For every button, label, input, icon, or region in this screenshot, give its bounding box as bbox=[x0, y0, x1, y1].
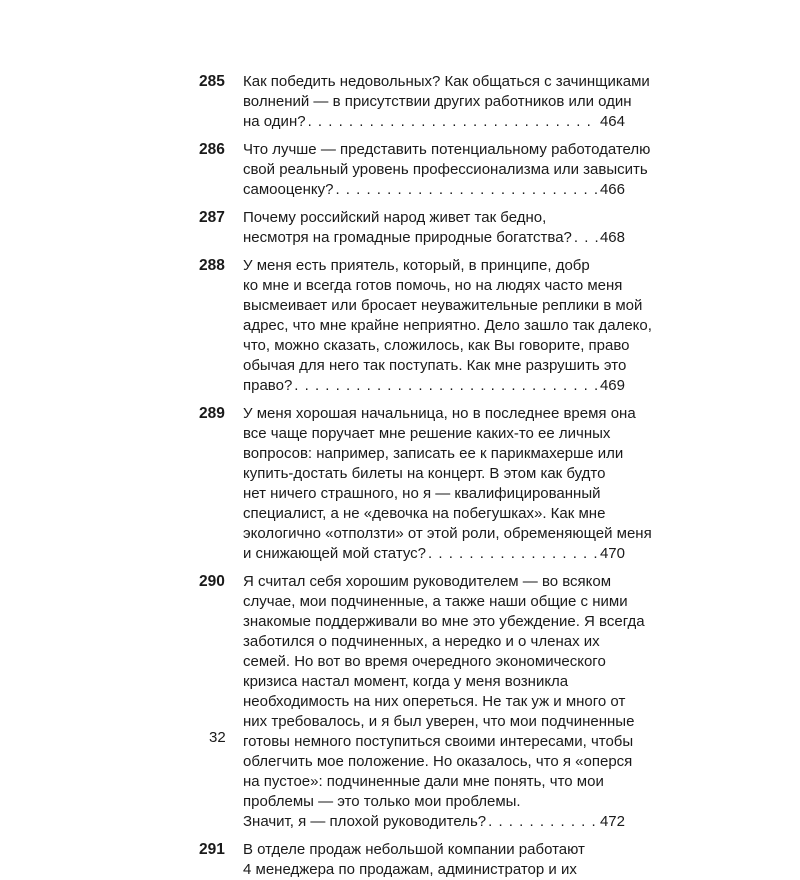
entry-text-line: Почему российский народ живет так бедно, bbox=[243, 209, 547, 226]
entry-last-line bbox=[243, 112, 625, 132]
entry-text-line: самооценку? bbox=[243, 181, 334, 198]
entry-text-line: кризиса настал момент, когда у меня возникла bbox=[243, 673, 569, 690]
entry-text-line: обычая для него так поступать. Как мне разрушить это bbox=[243, 357, 627, 374]
entry-number: 289 bbox=[199, 405, 225, 422]
entry-last-line bbox=[243, 812, 625, 832]
toc-entry-290 bbox=[199, 572, 645, 832]
entry-text-line: на пустое»: подчиненные дали мне понять, что мои bbox=[243, 773, 604, 790]
entry-text-line: и снижающей мой статус? bbox=[243, 545, 427, 562]
table-of-contents bbox=[199, 72, 652, 880]
entry-last-line bbox=[243, 180, 625, 200]
entry-text-line: Как победить недовольных? Как общаться с зачинщиками bbox=[243, 73, 650, 90]
entry-number: 287 bbox=[199, 209, 225, 226]
entry-text-line: В отделе продаж небольшой компании работают bbox=[243, 841, 585, 858]
entry-page-number: 472 bbox=[599, 813, 625, 830]
entry-number: 286 bbox=[199, 141, 225, 158]
entry-text-line: случае, мои подчиненные, а также наши общие с ними bbox=[243, 593, 628, 610]
entry-number: 291 bbox=[199, 841, 225, 858]
entry-text-line: У меня есть приятель, который, в принципе, добр bbox=[243, 257, 590, 274]
entry-last-line bbox=[243, 376, 625, 396]
entry-number: 290 bbox=[199, 573, 225, 590]
entry-text-line: вопросов: например, записать ее к парикмахерше или bbox=[243, 445, 624, 462]
entry-text-line: свой реальный уровень профессионализма или завысить bbox=[243, 161, 648, 178]
entry-last-line bbox=[243, 544, 625, 564]
entry-text-line: купить-достать билеты на концерт. В этом как будто bbox=[243, 465, 606, 482]
toc-entry-288 bbox=[199, 256, 652, 396]
entry-text-line: семей. Но вот во время очередного экономического bbox=[243, 653, 606, 670]
entry-text-line: проблемы — это только мои проблемы. bbox=[243, 793, 521, 810]
entry-page-number: 470 bbox=[599, 545, 625, 562]
dot-leader bbox=[574, 228, 598, 248]
entry-text-line: заботился о подчиненных, а нередко и о членах их bbox=[243, 633, 600, 650]
entry-text-line: адрес, что мне крайне неприятно. Дело зашло так далеко, bbox=[243, 317, 652, 334]
toc-entry-285 bbox=[199, 72, 650, 132]
entry-page-number: 466 bbox=[599, 181, 625, 198]
entry-text-line: облегчить мое положение. Но оказалось, что я «оперся bbox=[243, 753, 633, 770]
entry-text-line: необходимость на них опереться. Не так уж и много от bbox=[243, 693, 626, 710]
dot-leader bbox=[335, 180, 598, 200]
entry-page-number: 464 bbox=[599, 113, 625, 130]
entry-page-number: 469 bbox=[599, 377, 625, 394]
entry-text-line: специалист, а не «девочка на побегушках». Как мне bbox=[243, 505, 606, 522]
entry-number: 288 bbox=[199, 257, 225, 274]
toc-entry-291 bbox=[199, 840, 625, 880]
dot-leader bbox=[308, 112, 598, 132]
entry-text-line: Что лучше — представить потенциальному работодателю bbox=[243, 141, 651, 158]
entry-text-line: на один? bbox=[243, 113, 306, 130]
entry-text-line: несмотря на громадные природные богатства? bbox=[243, 229, 572, 246]
dot-leader bbox=[294, 376, 598, 396]
dot-leader bbox=[428, 544, 598, 564]
entry-text-line: ко мне и всегда готов помочь, но на людях часто меня bbox=[243, 277, 623, 294]
entry-text-line: нет ничего страшного, но я — квалифицированный bbox=[243, 485, 601, 502]
entry-text-line: право? bbox=[243, 377, 293, 394]
entry-text-line: знакомые поддерживали во мне это убеждение. Я всегда bbox=[243, 613, 645, 630]
entry-text-line: что, можно сказать, сложилось, как Вы говорите, право bbox=[243, 337, 630, 354]
entry-text-line: экологично «отползти» от этой роли, обременяющей меня bbox=[243, 525, 652, 542]
entry-text-line: все чаще поручает мне решение каких-то ее личных bbox=[243, 425, 611, 442]
entry-text-line: высмеивает или бросает неуважительные реплики в мой bbox=[243, 297, 643, 314]
entry-text-line: У меня хорошая начальница, но в последнее время она bbox=[243, 405, 636, 422]
entry-text-line: них требовалось, и я был уверен, что мои подчиненные bbox=[243, 713, 635, 730]
entry-text-line: волнений — в присутствии других работников или один bbox=[243, 93, 632, 110]
entry-text-line: Значит, я — плохой руководитель? bbox=[243, 813, 487, 830]
toc-entry-287 bbox=[199, 208, 625, 248]
page-number: 32 bbox=[209, 729, 226, 746]
toc-entry-289 bbox=[199, 404, 652, 564]
entry-last-line bbox=[243, 228, 625, 248]
dot-leader bbox=[488, 812, 598, 832]
entry-text-line: 4 менеджера по продажам, администратор и их bbox=[243, 861, 577, 878]
entry-text-line: готовы немного поступиться своими интересами, чтобы bbox=[243, 733, 634, 750]
entry-page-number: 468 bbox=[599, 229, 625, 246]
toc-entry-286 bbox=[199, 140, 651, 200]
entry-number: 285 bbox=[199, 73, 225, 90]
entry-text-line: Я считал себя хорошим руководителем — во всяком bbox=[243, 573, 612, 590]
